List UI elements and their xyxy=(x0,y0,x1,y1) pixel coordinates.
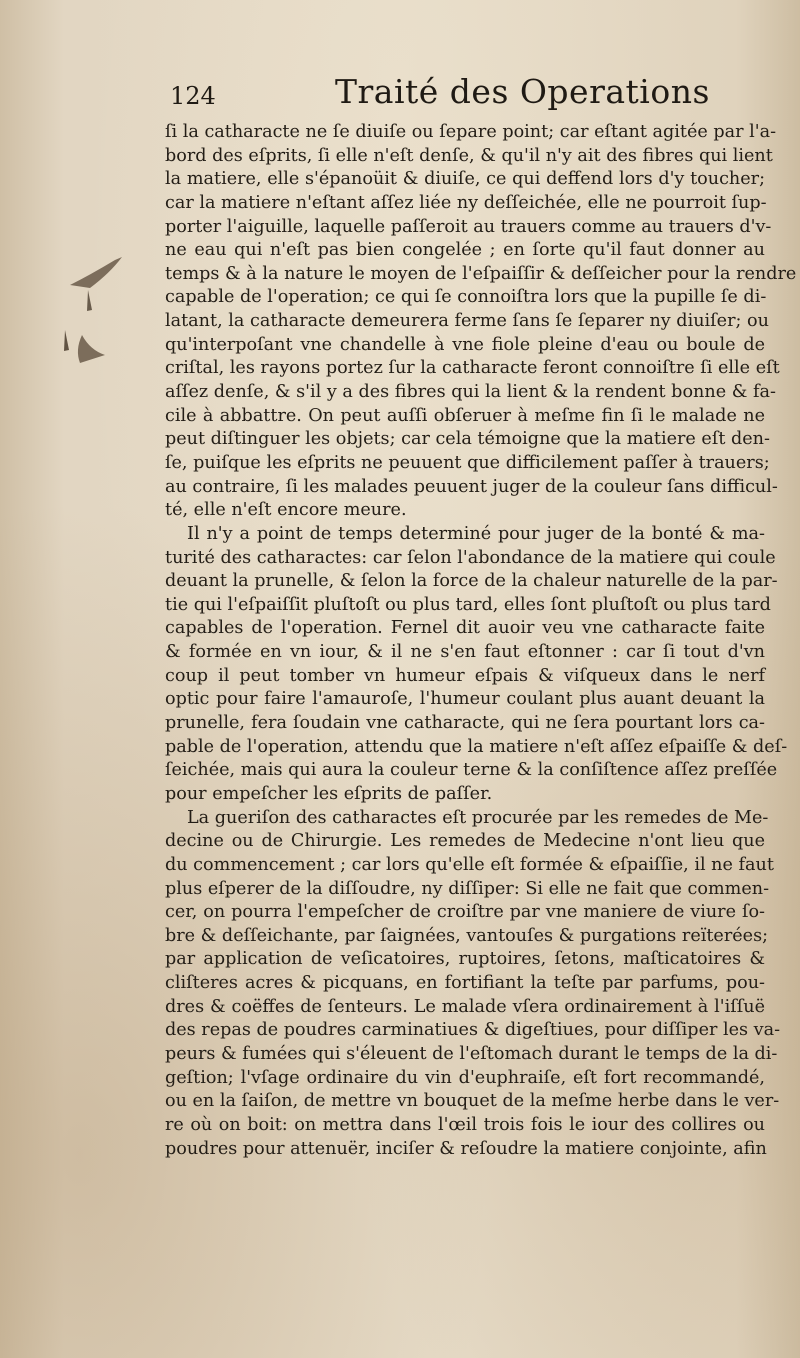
text-line: capable de l'operation; ce qui ſe connoiſtra lors que la pupille ſe di- xyxy=(165,287,767,308)
text-line: des repas de poudres carminatiues & digeſtiues, pour diſſiper les va- xyxy=(165,1020,781,1041)
text-line: capables de l'operation. Fernel dit auoir veu vne catharacte faite xyxy=(165,618,765,639)
text-line: té, elle n'eſt encore meure. xyxy=(165,500,407,521)
text-line: ne eau qui n'eſt pas bien congelée ; en ſorte qu'il faut donner au xyxy=(165,240,765,261)
text-line: ſeichée, mais qui aura la couleur terne & la conſiſtence aſſez preſſée xyxy=(165,760,778,781)
text-line: ſi la catharacte ne ſe diuiſe ou ſepare point; car eſtant agitée par l'a- xyxy=(165,122,777,142)
paragraph-start-line: La gueriſon des catharactes eſt procurée par les remedes de Me- xyxy=(187,807,769,828)
text-line: temps & à la nature le moyen de l'eſpaiſſir & deſſeicher pour la rendre xyxy=(165,263,797,284)
text-line: ou en la ſaiſon, de mettre vn bouquet de la meſme herbe dans le ver- xyxy=(165,1091,780,1112)
text-line: qu'interpoſant vne chandelle à vne fiole pleine d'eau ou boule de xyxy=(165,334,765,355)
text-line: criſtal, les rayons portez ſur la catharacte feront connoiſtre ſi elle eſt xyxy=(165,358,780,379)
text-line: cer, on pourra l'empeſcher de croiſtre par vne maniere de viure ſo- xyxy=(165,902,765,923)
text-line: deuant la prunelle, & ſelon la force de la chaleur naturelle de la par- xyxy=(165,571,778,592)
text-line: & formée en vn iour, & il ne s'en faut eſtonner : car ſi tout d'vn xyxy=(165,642,765,663)
paragraph-start-line: Il n'y a point de temps determiné pour juger de la bonté & ma- xyxy=(187,523,765,544)
text-line: plus eſperer de la diſſoudre, ny diſſiper: Si elle ne fait que commen- xyxy=(165,878,770,899)
text-line: porter l'aiguille, laquelle paſſeroit au trauers comme au trauers d'v- xyxy=(165,216,772,237)
text-line: dres & coëffes de ſenteurs. Le malade vſera ordinairement à l'iſſuë xyxy=(165,996,765,1017)
text-line: bord des eſprits, ſi elle n'eſt denſe, & qu'il n'y ait des fibres qui lient xyxy=(165,145,773,166)
page-number: 124 xyxy=(170,82,216,110)
text-line: car la matiere n'eſtant aſſez liée ny deſſeichée, elle ne pourroit ſup- xyxy=(165,192,767,213)
running-title: Traité des Operations xyxy=(335,72,710,111)
text-line: pour empeſcher les eſprits de paſſer. xyxy=(165,783,493,804)
text-line: poudres pour attenuër, inciſer & reſoudre la matiere conjointe, afin xyxy=(165,1138,767,1159)
text-line: la matiere, elle s'épanoüit & diuiſe, ce qui deffend lors d'y toucher; xyxy=(165,169,765,190)
text-line: peut diſtinguer les objets; car cela témoigne que la matiere eſt den- xyxy=(165,429,770,450)
text-line: pable de l'operation, attendu que la matiere n'eſt aſſez eſpaiſſe & deſ- xyxy=(165,736,788,757)
text-line: decine ou de Chirurgie. Les remedes de Medecine n'ont lieu que xyxy=(165,831,765,852)
text-line: coup il peut tomber vn humeur eſpais & viſqueux dans le nerf xyxy=(165,665,765,686)
text-line: optic pour faire l'amauroſe, l'humeur coulant plus auant deuant la xyxy=(165,689,765,710)
text-line: tie qui l'eſpaiſſit pluſtoſt ou plus tard, elles ſont pluſtoſt ou plus tard xyxy=(165,594,771,615)
margin-mark-stroke xyxy=(87,290,92,311)
text-line: cliſteres acres & picquans, en fortifiant la teſte par parfums, pou- xyxy=(165,973,765,994)
text-line: re où on boit: on mettra dans l'œil trois fois le iour des collires ou xyxy=(165,1114,765,1135)
text-line: du commencement ; car lors qu'elle eſt formée & eſpaiſſie, il ne faut xyxy=(165,854,774,875)
margin-ink-marks xyxy=(60,255,140,385)
page-header xyxy=(165,72,780,122)
text-line: aſſez denſe, & s'il y a des fibres qui la lient & la rendent bonne & fa- xyxy=(165,382,776,403)
margin-mark-stroke xyxy=(64,330,69,351)
margin-mark-stroke xyxy=(70,257,122,288)
body-text xyxy=(165,121,797,1161)
text-line: prunelle, fera ſoudain vne catharacte, qui ne ſera pourtant lors ca- xyxy=(165,713,765,734)
text-line: au contraire, ſi les malades peuuent juger de la couleur ſans difficul- xyxy=(165,476,778,497)
margin-mark-stroke xyxy=(78,335,105,363)
text-line: geſtion; l'vſage ordinaire du vin d'euphraiſe, eſt fort recommandé, xyxy=(165,1067,765,1088)
text-line: bre & deſſeichante, par ſaignées, vantouſes & purgations reïterées; xyxy=(165,925,769,946)
text-line: ſe, puiſque les eſprits ne peuuent que difficilement paſſer à trauers; xyxy=(165,452,770,473)
text-line: peurs & fumées qui s'éleuent de l'eſtomach durant le temps de la di- xyxy=(165,1043,778,1064)
text-line: par application de veſicatoires, ruptoires, ſetons, maſticatoires & xyxy=(165,949,765,970)
text-line: latant, la catharacte demeurera ferme ſans ſe ſeparer ny diuiſer; ou xyxy=(165,311,769,332)
text-line: cile à abbattre. On peut auſſi obſeruer à meſme fin ſi le malade ne xyxy=(165,405,765,426)
text-line: turité des catharactes: car ſelon l'abondance de la matiere qui coule xyxy=(165,547,776,568)
